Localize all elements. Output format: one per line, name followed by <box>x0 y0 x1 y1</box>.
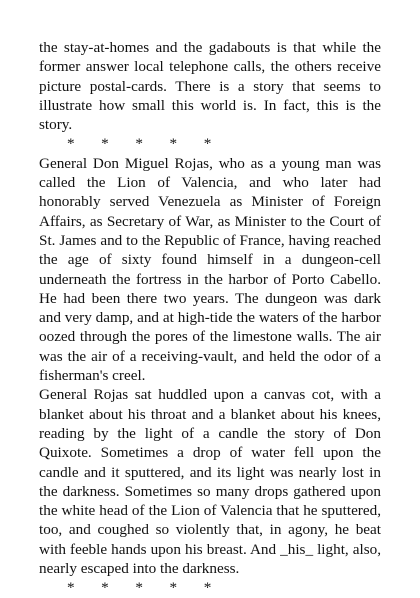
section-separator: * * * * * <box>67 135 212 153</box>
document-page <box>39 38 381 598</box>
paragraph-general-rojas: General Don Miguel Rojas, who as a young man was called the Lion of Valencia, and who later had honorably served Venezuela as Minister of Foreign Affairs, as Secretary of War, as Minister to the Court of St. James and to the Republic of France, having reached the age of sixty found himself in a dungeon-cell underneath the fortress in the harbor of Porto Cabello. He had been there two years. The dungeon was dark and very damp, and at high-tide the waters of the harbor oozed through the pores of the limestone walls. The air was the air of a receiving-vault, and held the odor of a fisherman's creel. <box>39 154 381 385</box>
paragraph-intro: the stay-at-homes and the gadabouts is that while the former answer local telephone calls, the others receive picture postal-cards. There is a story that seems to illustrate how small this world is. In fact, this is the story. <box>39 39 381 134</box>
section-separator-end: * * * * * <box>67 579 212 597</box>
paragraph-dungeon-reading: General Rojas sat huddled upon a canvas cot, with a blanket about his throat and a blanket about his knees, reading by the light of a candle the story of Don Quixote. Sometimes a drop of water fell upon the candle and it sputtered, and its light was nearly lost in the darkness. Sometimes so many drops gathered upon the white head of the Lion of Valencia that he sputtered, too, and coughed so violently that, in agony, he beat with feeble hands upon his breast. And _his_ light, also, nearly escaped into the darkness. <box>39 386 381 578</box>
